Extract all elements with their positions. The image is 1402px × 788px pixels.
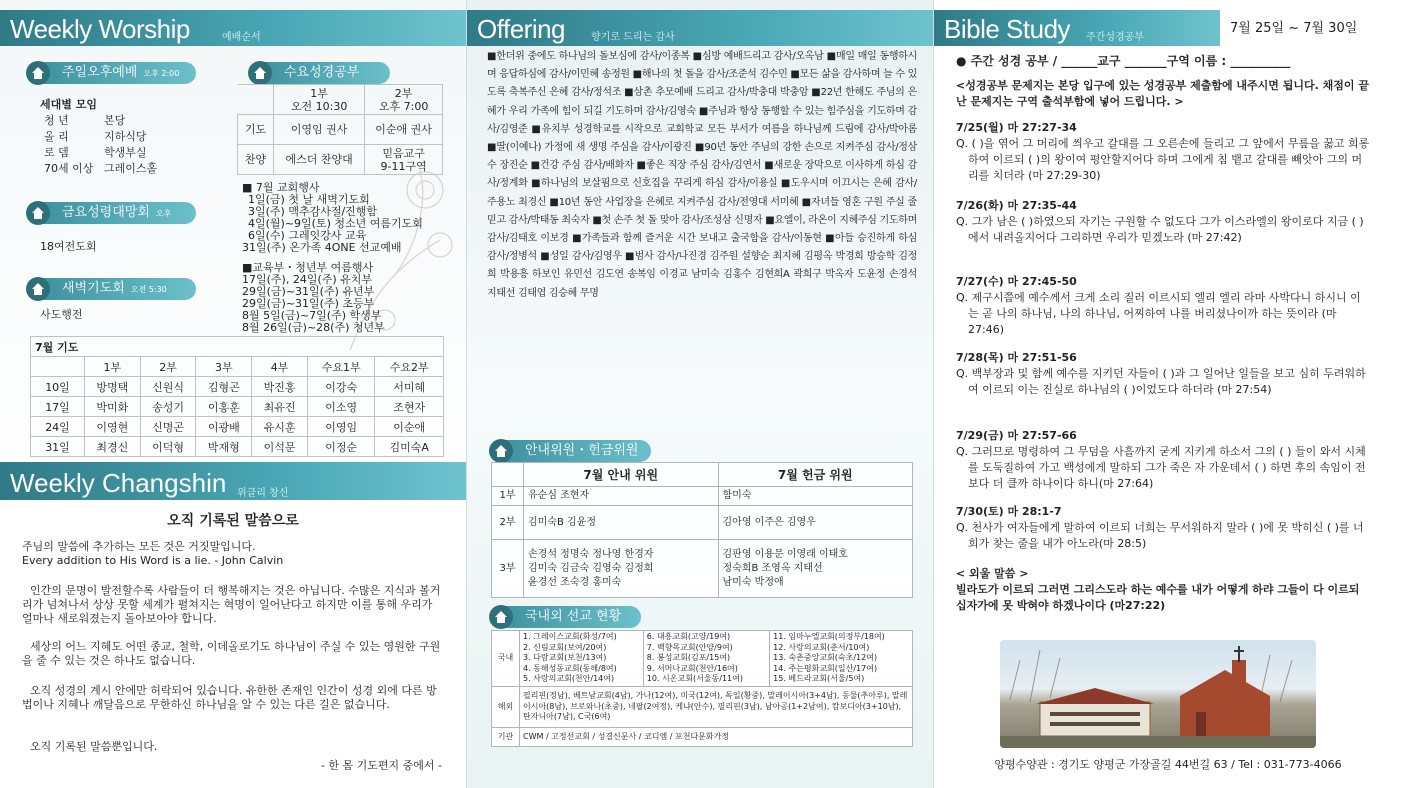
prayer-date: 31일 [31, 437, 85, 457]
wed-cell: 이순애 권사 [365, 115, 443, 145]
mission-domestic-col: 11. 임마누엘교회(의정부/18여) 12. 사랑의교회(춘서/10여) 13. 숙촌중앙교회(숙초/12여) 14. 주는평화교회(일산/17여) 15. 베드라교회(서울/5여) [770, 631, 913, 687]
prayer-cell: 최유진 [252, 397, 308, 417]
prayer-date: 24일 [31, 417, 85, 437]
prayer-row [31, 397, 444, 417]
mission-domestic-label: 국내 [492, 631, 520, 687]
bible-form: ● 주간 성경 공부 / ______교구 _______구역 이름 : __________ [956, 54, 1291, 68]
church-icon [489, 605, 513, 629]
changshin-heading: 오직 기록된 말씀으로 [167, 513, 299, 529]
study-question: Q. 백부장과 및 함께 예수를 지키던 자들이 ( )과 그 일어난 일들을 보고 심히 두려워하여 이르되 이는 진실로 하나님의 ( )이었도다 하더라 (마 27:54) [956, 367, 1366, 396]
church-icon [26, 61, 50, 85]
prayer-row [31, 417, 444, 437]
guide-cell: 김아영 이주은 김영우 [718, 506, 913, 540]
changshin-paragraph: 주님의 말씀에 추가하는 모든 것은 거짓말입니다. Every addition to His Word is a lie. - John Calvin [22, 540, 284, 567]
study-reference: 7/26(화) 마 27:35-44 [956, 199, 1077, 212]
mission-org: CWM / 고정선교회 / 성결신문사 / 코디엠 / 포천다문화가정 [520, 727, 913, 747]
prayer-cell: 이순애 [375, 417, 444, 437]
bible-subtitle: 주간성경공부 [1086, 32, 1144, 43]
worship-title: Weekly Worship [10, 14, 190, 44]
mission-overseas-label: 해외 [492, 686, 520, 727]
changshin-signature: - 한 몸 기도편지 중에서 - [320, 759, 442, 772]
group-place: 학생부실 [104, 146, 147, 159]
church-building-illustration [1000, 640, 1316, 748]
prayer-cell: 김형곤 [196, 377, 252, 397]
changshin-paragraph: 오직 성경의 계시 안에만 허락되어 있습니다. 유한한 존재인 인간이 성경 외에 다른 방법이나 지혜나 깨달음으로 무한하신 하나님을 알 수 있는 다른 길은 없습니다. [22, 684, 437, 711]
guide-part: 2부 [492, 506, 524, 540]
guide-cell: 함미숙 [718, 487, 913, 506]
offering-list: ■한더위 중에도 하나님의 돌보심에 감사/이종복 ■심방 예배드리고 감사/오옥남 ■매일 매일 동행하시며 응답하심에 감사/이민혜 송정원 ■해나의 첫 돌을 감사/조준석 김수민 ■모든 삶을 감사하며 늘 수 있도록 축복주신 은혜 감사/정석조 ■삼촌 추모예배 드리고 감사/박충대 박충암 ■22년 한해도 주님의 은혜가 우리 가족에 힘이 되길 기도하며 감사/김영숙 ■주님과 항상 동행할 수 있는 힘주심을 기도하며 감사/김영준 ■유치부 성경학교를 시작으로 교회학교 모든 부서가 여름을 하나님께 드림에 감사/박아롬 ■딸(이예나) 가정에 새 생명 주심을 감사/이광진 ■90년 동안 주님의 강한 손으로 지켜주심 감사/정삼수 장진순 ■건강 주심 감사/배화자 ■좋은 직장 주심 감사/김연서 ■새로운 장막으로 이사하게 하심 감사/정계화 ■하나님의 보살핌으로 신호집을 꾸리게 하심 감사/이용실 ■도우시며 이끄시는 은혜 감사/주용노 최경신 ■10년 동안 사업장을 은혜로 지켜주심 감사/전영대 서미혜 ■자녀들 영혼 구원 주실 줄 믿고 감사/박태동 최숙자 ■첫 손주 첫 돌 맞아 감사/조성삼 신명자 ■요엘이, 라온이 지혜주심 기도하며 감사/김태호 이보경 ■가족들과 함께 즐거운 시간 보내고 출국함을 감사/이동현 ■아들 승진하게 하심 감사/정병석 ■성일 감사/김영우 ■범사 감사/나진경 김주원 설향순 최지혜 김평옥 박경희 방승학 김정희 박용흥 하보인 유민선 김도연 송복임 이경교 남미숙 김홍수 김현희A 곽희구 박옥자 도윤정 손경석 지태선 김태엽 김승혜 무명 [487, 51, 917, 299]
retreat-photo [1000, 640, 1316, 748]
sunday-service-label [28, 62, 196, 84]
prayer-head: 1부 [85, 357, 141, 377]
mission-domestic-col: 1. 그레이스교회(화성/7여) 2. 신림교회(보여/20여) 3. 다람교회(보천/13여) 4. 동해성동교회(동해/8여) 5. 사랑의교회(천안/14여) [520, 631, 644, 687]
prayer-head: 3부 [196, 357, 252, 377]
dawn-label: 새벽기도회 [62, 281, 125, 296]
group-place: 본당 [104, 114, 126, 127]
guide-part: 1부 [492, 487, 524, 506]
prayer-date: 10일 [31, 377, 85, 397]
guide-head-b: 7월 헌금 위원 [718, 463, 913, 487]
bible-title: Bible Study [944, 14, 1071, 44]
bible-panel [934, 0, 1402, 788]
study-question: Q. 제구시쯤에 예수께서 크게 소리 질러 이르시되 엘리 엘리 라마 사박다니 하시니 이는 곧 나의 하나님, 나의 하나님, 어찌하여 나를 버리셨나이까 하는 뜻이라 (마 27:46) [956, 291, 1361, 336]
mission-table [491, 630, 913, 747]
mission-domestic-col: 6. 대흥교회(고양/19여) 7. 백향목교회(안양/9여) 8. 봉성교회(김포/15여) 9. 서머나교회(천안/16여) 10. 시온교회(서울동/11여) [643, 631, 769, 687]
study-reference: 7/30(토) 마 28:1-7 [956, 505, 1062, 518]
prayer-cell: 서미혜 [375, 377, 444, 397]
study-question: Q. 그가 남은 ( )하였으되 자기는 구원할 수 없도다 그가 이스라엘의 왕이로다 지금 ( )에서 내려올지어다 그리하면 우리가 믿겠노라 (마 27:42) [956, 215, 1364, 244]
guide-part: 3부 [492, 540, 524, 598]
worship-panel [0, 0, 466, 788]
guide-row [492, 506, 913, 540]
prayer-cell: 이소영 [307, 397, 375, 417]
offering-panel [466, 0, 934, 788]
wed-role: 찬양 [238, 145, 274, 175]
prayer-cell: 유시훈 [252, 417, 308, 437]
prayer-title: 7월 기도 [31, 337, 444, 357]
memory-verse: 빌라도가 이르되 그러면 그리스도라 하는 예수를 내가 어떻게 하랴 그들이 다 이르되 십자가에 못 박혀야 하겠나이다 (마27:22) [956, 583, 1360, 612]
offering-header [467, 10, 934, 46]
offering-title: Offering [477, 14, 566, 44]
offering-subtitle: 향기로 드리는 감사 [591, 32, 675, 43]
friday-label: 금요성령대망회 [62, 205, 150, 220]
guide-cell: 손경석 정명숙 정나영 한경자 김미숙 김금숙 김영숙 김정희 윤경선 조숙경 홍미숙 [524, 540, 719, 598]
guide-head-a: 7월 안내 위원 [524, 463, 719, 487]
guide-label-text: 안내위원・헌금위원 [525, 443, 639, 458]
prayer-cell: 박재형 [196, 437, 252, 457]
prayer-body [31, 377, 444, 457]
wed-role: 기도 [238, 115, 274, 145]
prayer-cell: 이광배 [196, 417, 252, 437]
guide-body [492, 487, 913, 598]
mission-overseas: 필리핀(정남), 베트남교회(4남), 가나(12여), 미국(12여), 독일(황중), 말레이시아(3+4남), 동물(추아루), 말레이시아(8남), 브로와나(초중), 네팔(2여정), 케냐(안수), 필리핀(3남), 남아공(1+2남여), 캄보디아(3+10남), 탄자니아(7남), C국(6여) [520, 686, 913, 727]
friday-time: 오후 8:00 [62, 209, 172, 241]
group-name: 청 년 [44, 114, 69, 127]
changshin-paragraph: 인간의 문명이 발전할수록 사람들이 더 행복해지는 것은 아닙니다. 수많은 지식과 볼거리가 넘쳐나서 상상 못할 세계가 펼쳐지는 혁명이 일어난다고 하지만 이를 통해 우리가 얼마나 새로워졌는지 돌아보아야 합니다. [22, 584, 441, 625]
event-item: 1일(금) 첫 날 새벽기도회 [248, 193, 370, 206]
study-reference: 7/25(월) 마 27:27-34 [956, 121, 1077, 134]
group-place: 지하식당 [104, 130, 147, 143]
mission-label [491, 606, 641, 628]
prayer-corner [31, 357, 85, 377]
camp-item: 8월 5일(금)~7일(주) 학생부 [242, 309, 382, 322]
study-question: Q. 그러므로 명령하여 그 무덤을 사흘까지 굳게 지키게 하소서 그의 ( ) 들이 와서 시체를 도둑질하여 가고 백성에게 말하되 그가 죽은 자 가운데서 ( ) 하면 후의 속임이 전보다 더 클까 하나이다 하니(마 27:64) [956, 445, 1366, 490]
event-item: 3일(주) 맥추감사절/진행함 [248, 205, 378, 218]
prayer-cell: 김미숙A [375, 437, 444, 457]
church-icon [248, 61, 272, 85]
sunday-time: 오후 2:00 [143, 69, 180, 78]
prayer-row [31, 377, 444, 397]
guide-cell: 유순심 조현자 [524, 487, 719, 506]
prayer-cell: 이석문 [252, 437, 308, 457]
camp-item: 8월 26일(금)~28(주) 청년부 [242, 321, 385, 334]
camp-item: 29일(금)~31일(주) 초등부 [242, 297, 375, 310]
prayer-cell: 이강숙 [307, 377, 375, 397]
group-name: 로 뎀 [44, 146, 69, 159]
prayer-cell: 조현자 [375, 397, 444, 417]
groups-title: 세대별 모임 [40, 98, 97, 111]
event-item: 6일(수) 그레잇강사 교육 [248, 229, 367, 242]
camp-item: 17일(주), 24일(주) 유치부 [242, 273, 373, 286]
changshin-header [0, 462, 466, 500]
prayer-cell: 이정순 [307, 437, 375, 457]
study-question: Q. ( )을 엮어 그 머리에 씌우고 갈대를 그 오른손에 들리고 그 앞에서 무릎을 꿇고 희롱하여 이르되 ( )의 왕이여 평안할지어다 하며 그에게 침 뱉고 갈대를 빼앗아 그의 머리를 치더라 (마 27:29-30) [956, 137, 1370, 182]
events-title: ■ 7월 교회행사 [242, 181, 320, 194]
guide-cell: 김판영 이용문 이영래 이태호 정숙희B 조영옥 지태선 남미숙 박정애 [718, 540, 913, 598]
event-item: 4일(월)~9일(토) 청소년 여름기도회 [248, 217, 423, 230]
study-reference: 7/29(금) 마 27:57-66 [956, 429, 1077, 442]
bible-dates: 7월 25일 ~ 7월 30일 [1230, 21, 1358, 36]
prayer-cell: 방명택 [85, 377, 141, 397]
prayer-cell: 이영현 [85, 417, 141, 437]
friday-service-label [28, 202, 196, 241]
prayer-cell: 박미화 [85, 397, 141, 417]
wed-col1-head: 1부 오전 10:30 [274, 85, 365, 115]
dawn-service-label [28, 278, 196, 300]
wed-cell: 이영임 권사 [274, 115, 365, 145]
wednesday-table [237, 84, 443, 175]
dawn-leader: 사도행전 [40, 308, 83, 321]
guide-row [492, 540, 913, 598]
wed-cell: 믿음교구 9-11구역 [365, 145, 443, 175]
wednesday-study-label [250, 62, 390, 84]
prayer-cell: 신원식 [140, 377, 196, 397]
memory-title: < 외울 말씀 > [956, 567, 1029, 580]
mission-label-text: 국내외 선교 현황 [525, 609, 622, 624]
worship-header [0, 10, 466, 46]
bible-notice: <성경공부 문제지는 본당 입구에 있는 성경공부 제출함에 내주시면 됩니다. 채점이 끝난 문제지는 구역 출석부함에 넣어 드립니다. > [956, 79, 1369, 108]
church-icon [489, 439, 513, 463]
changshin-paragraph: 오직 기록된 말씀뿐입니다. [30, 740, 158, 753]
mission-org-label: 기관 [492, 727, 520, 747]
church-icon [26, 201, 50, 225]
prayer-cell: 신명곤 [140, 417, 196, 437]
guide-label [491, 440, 651, 462]
church-icon [26, 277, 50, 301]
changshin-subtitle: 위클리 창신 [237, 488, 289, 499]
camp-item: 29일(금)~31일(주) 유년부 [242, 285, 375, 298]
prayer-head: 수요2부 [375, 357, 444, 377]
wed-col2-head: 2부 오후 7:00 [365, 85, 443, 115]
dawn-time: 오전 5:30 [130, 285, 167, 294]
prayer-cell: 이덕형 [140, 437, 196, 457]
prayer-head: 4부 [252, 357, 308, 377]
changshin-title: Weekly Changshin [10, 468, 227, 498]
study-question: Q. 천사가 여자들에게 말하여 이르되 너희는 무서워하지 말라 ( )에 못 박히신 ( )를 너희가 찾는 줄을 내가 아노라(마 28:5) [956, 521, 1364, 550]
prayer-cell: 송성기 [140, 397, 196, 417]
prayer-row [31, 437, 444, 457]
group-name: 70세 이상 [44, 162, 94, 175]
prayer-head-row [31, 357, 444, 377]
prayer-cell: 박진홍 [252, 377, 308, 397]
wednesday-label: 수요성경공부 [284, 65, 360, 80]
camp-title: ■교육부・청년부 여름행사 [242, 261, 374, 274]
guide-cell: 김미숙B 김윤정 [524, 506, 719, 540]
prayer-date: 17일 [31, 397, 85, 417]
prayer-head: 수요1부 [307, 357, 375, 377]
group-name: 올 리 [44, 130, 69, 143]
study-reference: 7/28(목) 마 27:51-56 [956, 351, 1077, 364]
friday-leader: 18여전도회 [40, 240, 97, 253]
guide-row [492, 487, 913, 506]
sunday-label: 주일오후예배 [62, 65, 138, 80]
worship-subtitle: 예배순서 [222, 32, 261, 43]
prayer-head: 2부 [140, 357, 196, 377]
wed-cell: 에스더 찬양대 [274, 145, 365, 175]
study-reference: 7/27(수) 마 27:45-50 [956, 275, 1077, 288]
prayer-cell: 이영임 [307, 417, 375, 437]
event-item: 31일(주) 온가족 4ONE 선교예배 [242, 241, 402, 254]
address: 양평수양관 : 경기도 양평군 가장골길 44번길 63 / Tel : 031-773-4066 [994, 758, 1342, 771]
guide-table [491, 462, 913, 598]
group-place: 그레이스홀 [104, 162, 158, 175]
changshin-paragraph: 세상의 어느 지혜도 어떤 종교, 철학, 이데올로기도 하나님이 주실 수 있는 영원한 구원을 줄 수 있는 것은 하나도 없습니다. [22, 640, 441, 667]
prayer-cell: 이홍훈 [196, 397, 252, 417]
bible-header [934, 10, 1220, 46]
prayer-cell: 최경신 [85, 437, 141, 457]
prayer-table [30, 336, 444, 457]
